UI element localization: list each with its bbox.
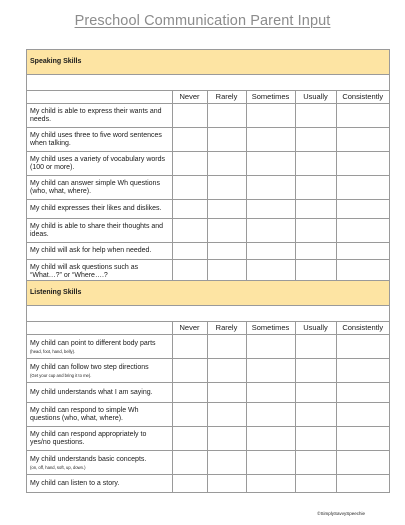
rating-cell-rarely[interactable] xyxy=(207,128,246,152)
question-cell: My child is able to express their wants and needs. xyxy=(27,104,172,128)
rating-cell-consistently[interactable] xyxy=(336,104,389,128)
rating-cell-rarely[interactable] xyxy=(207,152,246,176)
rating-cell-rarely[interactable] xyxy=(207,104,246,128)
rating-cell-sometimes[interactable] xyxy=(246,359,295,383)
column-sometimes: Sometimes xyxy=(246,91,295,104)
rating-cell-consistently[interactable] xyxy=(336,200,389,219)
column-header-row xyxy=(27,322,389,335)
rating-cell-consistently[interactable] xyxy=(336,383,389,403)
rating-cell-rarely[interactable] xyxy=(207,451,246,475)
rating-cell-usually[interactable] xyxy=(295,128,336,152)
question-cell xyxy=(27,335,172,359)
rating-cell-rarely[interactable] xyxy=(207,383,246,403)
page-title: Preschool Communication Parent Input xyxy=(74,13,331,29)
rating-cell-never[interactable] xyxy=(172,200,207,219)
question-text: My child understands basic concepts. xyxy=(30,456,147,464)
column-usually: Usually xyxy=(295,91,336,104)
rating-cell-consistently[interactable] xyxy=(336,359,389,383)
rating-cell-never[interactable] xyxy=(172,383,207,403)
table-row xyxy=(27,200,389,219)
question-cell: My child understands what I am saying. xyxy=(27,383,172,403)
rating-cell-consistently[interactable] xyxy=(336,243,389,260)
speaking-skills-section xyxy=(26,49,390,285)
rating-cell-sometimes[interactable] xyxy=(246,219,295,243)
rating-cell-usually[interactable] xyxy=(295,104,336,128)
rating-cell-consistently[interactable] xyxy=(336,219,389,243)
rating-cell-never[interactable] xyxy=(172,152,207,176)
rating-cell-sometimes[interactable] xyxy=(246,403,295,427)
rating-cell-consistently[interactable] xyxy=(336,451,389,475)
table-row xyxy=(27,219,389,243)
section-heading-speaking: Speaking Skills xyxy=(27,50,389,75)
rating-cell-usually[interactable] xyxy=(295,403,336,427)
table-row xyxy=(27,104,389,128)
question-column-header xyxy=(27,91,172,104)
rating-cell-usually[interactable] xyxy=(295,176,336,200)
rating-cell-sometimes[interactable] xyxy=(246,176,295,200)
rating-cell-never[interactable] xyxy=(172,475,207,492)
question-example: (head, foot, hand, belly). xyxy=(30,348,76,354)
rating-cell-rarely[interactable] xyxy=(207,243,246,260)
question-example: (on, off, hand, soft, up, down.) xyxy=(30,464,86,470)
table-row xyxy=(27,427,389,451)
table-row xyxy=(27,383,389,403)
table-row xyxy=(27,176,389,200)
question-example: (Get your cup and bring it to me). xyxy=(30,372,92,378)
table-row xyxy=(27,451,389,475)
rating-cell-consistently[interactable] xyxy=(336,475,389,492)
rating-cell-usually[interactable] xyxy=(295,383,336,403)
column-never: Never xyxy=(172,91,207,104)
rating-cell-usually[interactable] xyxy=(295,359,336,383)
rating-cell-rarely[interactable] xyxy=(207,335,246,359)
speaking-skills-table xyxy=(27,91,389,284)
rating-cell-rarely[interactable] xyxy=(207,403,246,427)
rating-cell-consistently[interactable] xyxy=(336,128,389,152)
table-row xyxy=(27,359,389,383)
question-text: My child can point to different body parts xyxy=(30,340,156,348)
rating-cell-usually[interactable] xyxy=(295,335,336,359)
question-cell: My child can listen to a story. xyxy=(27,475,172,492)
question-cell: My child can answer simple Wh questions (who, what, where). xyxy=(27,176,172,200)
rating-cell-never[interactable] xyxy=(172,243,207,260)
column-never: Never xyxy=(172,322,207,335)
rating-cell-consistently[interactable] xyxy=(336,427,389,451)
table-row xyxy=(27,403,389,427)
rating-cell-sometimes[interactable] xyxy=(246,128,295,152)
rating-cell-usually[interactable] xyxy=(295,219,336,243)
question-cell: My child can respond to simple Wh questions (who, what, where). xyxy=(27,403,172,427)
question-cell: My child will ask for help when needed. xyxy=(27,243,172,260)
rating-cell-never[interactable] xyxy=(172,128,207,152)
column-header-row xyxy=(27,91,389,104)
rating-cell-rarely[interactable] xyxy=(207,359,246,383)
rating-cell-usually[interactable] xyxy=(295,200,336,219)
rating-cell-sometimes[interactable] xyxy=(246,427,295,451)
column-sometimes: Sometimes xyxy=(246,322,295,335)
column-consistently: Consistently xyxy=(336,322,389,335)
rating-cell-consistently[interactable] xyxy=(336,176,389,200)
rating-cell-rarely[interactable] xyxy=(207,200,246,219)
rating-cell-never[interactable] xyxy=(172,359,207,383)
section-heading-listening: Listening Skills xyxy=(27,281,389,306)
rating-cell-rarely[interactable] xyxy=(207,176,246,200)
question-cell: My child can respond appropriately to yes/no questions. xyxy=(27,427,172,451)
question-column-header xyxy=(27,322,172,335)
table-row xyxy=(27,243,389,260)
question-cell xyxy=(27,359,172,383)
rating-cell-sometimes[interactable] xyxy=(246,104,295,128)
rating-cell-rarely[interactable] xyxy=(207,219,246,243)
table-row xyxy=(27,475,389,492)
table-row xyxy=(27,128,389,152)
table-row xyxy=(27,152,389,176)
rating-cell-sometimes[interactable] xyxy=(246,475,295,492)
rating-cell-never[interactable] xyxy=(172,403,207,427)
question-cell: My child will ask questions such as “What…?” or “Where….? xyxy=(27,260,172,284)
rating-cell-usually[interactable] xyxy=(295,475,336,492)
table-row xyxy=(27,335,389,359)
rating-cell-sometimes[interactable] xyxy=(246,152,295,176)
rating-cell-sometimes[interactable] xyxy=(246,200,295,219)
rating-cell-sometimes[interactable] xyxy=(246,383,295,403)
rating-cell-consistently[interactable] xyxy=(336,335,389,359)
listening-skills-table xyxy=(27,322,389,492)
rating-cell-never[interactable] xyxy=(172,219,207,243)
rating-cell-sometimes[interactable] xyxy=(246,335,295,359)
rating-cell-consistently[interactable] xyxy=(336,403,389,427)
rating-cell-never[interactable] xyxy=(172,427,207,451)
column-rarely: Rarely xyxy=(207,322,246,335)
rating-cell-never[interactable] xyxy=(172,104,207,128)
column-consistently: Consistently xyxy=(336,91,389,104)
section-spacer xyxy=(27,306,389,322)
rating-cell-never[interactable] xyxy=(172,335,207,359)
rating-cell-usually[interactable] xyxy=(295,243,336,260)
question-cell: My child uses three to five word sentences when talking. xyxy=(27,128,172,152)
rating-cell-rarely[interactable] xyxy=(207,475,246,492)
rating-cell-never[interactable] xyxy=(172,176,207,200)
rating-cell-sometimes[interactable] xyxy=(246,451,295,475)
column-usually: Usually xyxy=(295,322,336,335)
question-cell xyxy=(27,451,172,475)
rating-cell-usually[interactable] xyxy=(295,152,336,176)
question-cell: My child is able to share their thoughts and ideas. xyxy=(27,219,172,243)
question-text: My child can follow two step directions xyxy=(30,364,149,372)
rating-cell-sometimes[interactable] xyxy=(246,243,295,260)
rating-cell-usually[interactable] xyxy=(295,427,336,451)
column-rarely: Rarely xyxy=(207,91,246,104)
rating-cell-usually[interactable] xyxy=(295,451,336,475)
section-spacer xyxy=(27,75,389,91)
question-cell: My child expresses their likes and dislikes. xyxy=(27,200,172,219)
rating-cell-consistently[interactable] xyxy=(336,152,389,176)
listening-skills-section xyxy=(26,280,390,493)
question-cell: My child uses a variety of vocabulary words (100 or more). xyxy=(27,152,172,176)
rating-cell-never[interactable] xyxy=(172,451,207,475)
copyright-credit: ©SimplySavvySpeechie xyxy=(317,511,365,516)
rating-cell-rarely[interactable] xyxy=(207,427,246,451)
